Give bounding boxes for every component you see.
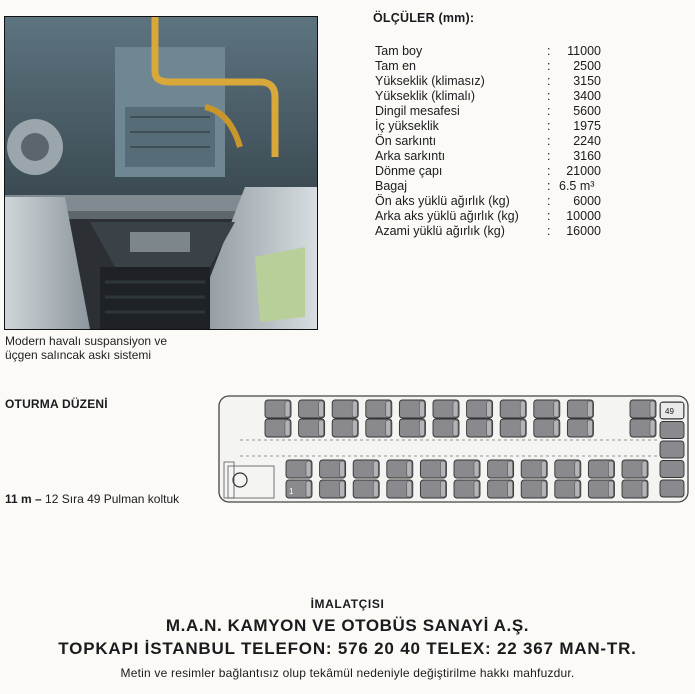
seat-back — [440, 481, 445, 497]
photo-caption — [5, 334, 305, 362]
seat-back — [541, 461, 546, 477]
spec-row-rear-overhang: Arka sarkıntı : 3160 — [375, 149, 601, 163]
spec-row-luggage: Bagaj : 6.5 m³ — [375, 179, 685, 194]
manufacturer-name: M.A.N. KAMYON VE OTOBÜS SANAYİ A.Ş. — [165, 616, 530, 635]
spec-row-wheelbase: Dingil mesafesi : 5600 — [375, 104, 601, 118]
seat-number-49: 49 — [665, 407, 674, 416]
spec-label: Yükseklik (klimalı) — [375, 89, 476, 103]
seat-back — [386, 401, 391, 417]
seat-back — [319, 420, 324, 436]
rear-seat — [660, 480, 684, 497]
spec-label: Tam en — [375, 59, 416, 73]
seat-back — [575, 461, 580, 477]
seat-back — [285, 401, 290, 417]
seating-bus-length: 11 m — [5, 492, 32, 506]
seat-back — [474, 481, 479, 497]
spec-label: Dingil mesafesi — [375, 104, 460, 118]
seating-description — [5, 492, 179, 506]
seat-back — [306, 481, 311, 497]
seat-back — [650, 401, 655, 417]
seat-back — [440, 461, 445, 477]
seat-back — [575, 481, 580, 497]
seat-back — [407, 481, 412, 497]
spec-label: Arka aks yüklü ağırlık (kg) — [375, 209, 519, 223]
seat-back — [306, 461, 311, 477]
spec-label: Arka sarkıntı — [375, 149, 446, 163]
spec-row-turning-diameter: Dönme çapı : 21000 — [375, 164, 601, 178]
seat-back — [541, 481, 546, 497]
spec-value: 6.5 m³ — [559, 179, 595, 193]
spec-row-max-load: Azami yüklü ağırlık (kg) : 16000 — [375, 224, 601, 238]
spec-label: Ön aks yüklü ağırlık (kg) — [375, 194, 510, 208]
spec-value: 3400 — [573, 89, 601, 103]
seat-back — [319, 401, 324, 417]
spec-row-front-overhang: Ön sarkıntı : 2240 — [375, 134, 601, 148]
seat-back — [587, 401, 592, 417]
manufacturer-label: İMALATÇISI — [310, 597, 385, 611]
caption-line-2: üçgen salıncak askı sistemi — [5, 348, 152, 362]
spec-label: Azami yüklü ağırlık (kg) — [375, 224, 505, 238]
spec-row-height-ac: Yükseklik (klimalı) : 3400 — [375, 89, 601, 103]
spec-value: 2500 — [573, 59, 601, 73]
seat-back — [650, 420, 655, 436]
seat-back — [352, 401, 357, 417]
seat-back — [508, 461, 513, 477]
spec-label: Tam boy — [375, 44, 423, 58]
spec-row-height-no-ac: Yükseklik (klimasız) : 3150 — [375, 74, 601, 88]
manufacturer-note: Metin ve resimler bağlantısız olup tekâmül nedeniyle değiştirilme hakkı mahfuzdur. — [120, 666, 575, 680]
rear-seat — [660, 461, 684, 478]
seat-back — [340, 481, 345, 497]
seat-back — [608, 461, 613, 477]
seat-back — [407, 461, 412, 477]
specs-table — [375, 44, 685, 239]
seat-back — [487, 401, 492, 417]
spec-value: 1975 — [573, 119, 601, 133]
seat-back — [642, 461, 647, 477]
spec-value: 21000 — [566, 164, 601, 178]
seat-back — [352, 420, 357, 436]
seat-back — [373, 481, 378, 497]
spec-value: 3150 — [573, 74, 601, 88]
rear-seat — [660, 441, 684, 458]
seat-back — [487, 420, 492, 436]
rear-seat — [660, 422, 684, 439]
seat-back — [453, 420, 458, 436]
spec-value: 11000 — [567, 44, 601, 58]
seating-title: OTURMA DÜZENİ — [5, 397, 108, 411]
seating-summary: 12 Sıra 49 Pulman koltuk — [45, 492, 180, 506]
spec-value: 10000 — [566, 209, 601, 223]
spec-value: 2240 — [573, 134, 601, 148]
spec-label: Ön sarkıntı — [375, 134, 437, 148]
seat-back — [453, 401, 458, 417]
seat-back — [642, 481, 647, 497]
spec-label: Yükseklik (klimasız) — [375, 74, 485, 88]
seat-back — [520, 420, 525, 436]
spec-row-interior-height: İç yükseklik : 1975 — [375, 119, 601, 133]
seat-back — [419, 420, 424, 436]
bus-seating-plan — [218, 394, 690, 506]
seat-back — [608, 481, 613, 497]
seat-back — [373, 461, 378, 477]
seat-back — [474, 461, 479, 477]
seat-back — [554, 420, 559, 436]
spec-label: Bagaj — [375, 179, 407, 193]
spec-row-width: Tam en : 2500 — [375, 59, 601, 73]
spec-value: 16000 — [566, 224, 601, 238]
seat-back — [340, 461, 345, 477]
seat-back — [508, 481, 513, 497]
spec-value: 3160 — [573, 149, 601, 163]
seat-back — [587, 420, 592, 436]
seat-back — [386, 420, 391, 436]
seat-back — [554, 401, 559, 417]
manufacturer-contact: TOPKAPI İSTANBUL TELEFON: 576 20 40 TELEX: 22 367 MAN-TR. — [58, 639, 637, 658]
seat-back — [285, 420, 290, 436]
caption-line-1: Modern havalı suspansiyon ve — [5, 334, 168, 348]
seating-dash: – — [31, 492, 46, 506]
spec-row-front-axle-load: Ön aks yüklü ağırlık (kg) : 6000 — [375, 194, 601, 208]
spec-label: İç yükseklik — [375, 119, 439, 133]
spec-row-length: Tam boy : 11000 — [375, 44, 601, 58]
seat-back — [419, 401, 424, 417]
spec-label: Dönme çapı — [375, 164, 443, 178]
spec-value: 5600 — [573, 104, 601, 118]
spec-value: 6000 — [573, 194, 601, 208]
seat-back — [520, 401, 525, 417]
spec-row-rear-axle-load: Arka aks yüklü ağırlık (kg) : 10000 — [375, 209, 601, 223]
seat-number-1: 1 — [289, 487, 294, 496]
specs-title: ÖLÇÜLER (mm): — [373, 11, 475, 25]
suspension-photo — [4, 16, 318, 330]
